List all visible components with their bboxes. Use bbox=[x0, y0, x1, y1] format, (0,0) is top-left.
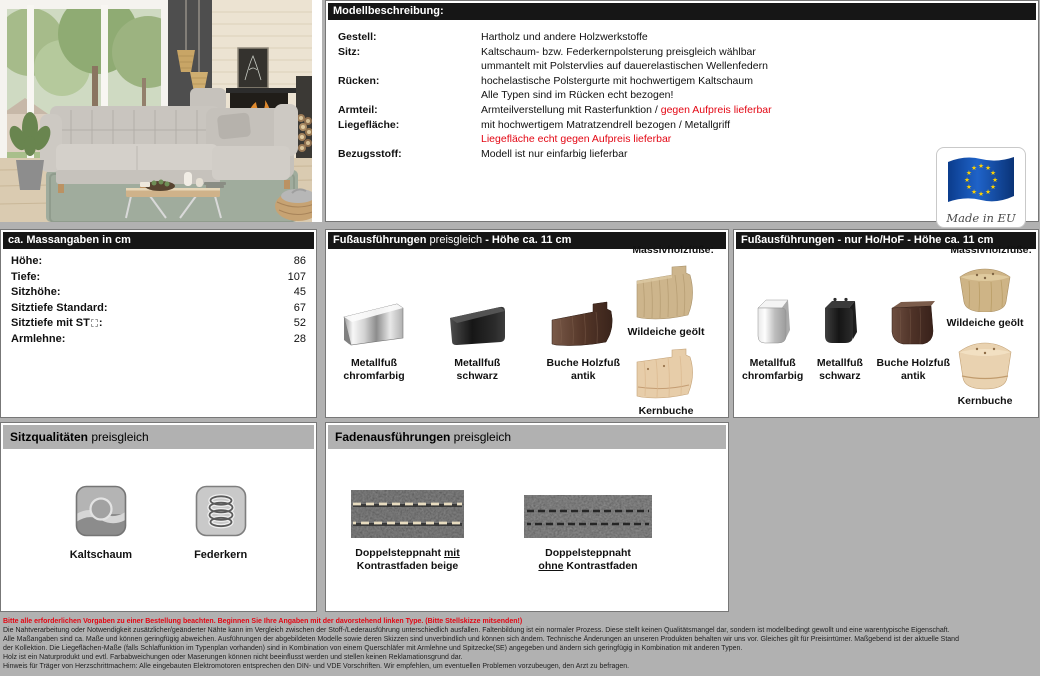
foot-label bbox=[639, 405, 694, 418]
foot-brown-wide-icon bbox=[548, 300, 618, 346]
foot-label-line: schwarz bbox=[819, 370, 861, 382]
foot-option bbox=[947, 258, 1024, 330]
dimension-value: 86 bbox=[293, 255, 306, 267]
legal-text-line: der Kollektion. Die Liegeflächen-Maße (falls Schlaffunktion im Typenplan vorhanden) sind in Kombination von einem Querschläfer mit Armlehne und Spitzecke(SE) angegeben und ändern sich geringfügig in Kombination mit anderen Typen. bbox=[3, 645, 743, 652]
foot-label-line: Buche Holzfuß bbox=[546, 357, 620, 369]
model-description-title: Modellbeschreibung: bbox=[328, 3, 1036, 20]
foot-option bbox=[628, 258, 705, 339]
seat-qualities-row bbox=[1, 485, 316, 561]
dimension-label: Höhe: bbox=[11, 255, 43, 267]
svg-text:★: ★ bbox=[990, 183, 997, 191]
missing-glyph-box bbox=[91, 319, 98, 327]
spec-label: Sitz: bbox=[338, 45, 361, 58]
dimension-row bbox=[11, 316, 306, 332]
feet-standard-metal-row bbox=[340, 300, 620, 383]
spec-line: Liegefläche echt gegen Aufpreis lieferbar bbox=[481, 133, 672, 146]
dimension-row bbox=[11, 332, 306, 348]
foot-option bbox=[340, 300, 408, 383]
thread-style-label bbox=[355, 547, 459, 573]
dimension-label: Sitzhöhe: bbox=[11, 286, 61, 299]
foot-beech-wide-icon bbox=[634, 347, 698, 400]
foot-label-line: Wildeiche geölt bbox=[946, 317, 1024, 329]
dimension-label: Sitztiefe mit ST : bbox=[11, 317, 103, 330]
foot-option bbox=[956, 332, 1014, 408]
spec-label: Liegefläche: bbox=[338, 118, 400, 131]
foot-label bbox=[742, 357, 803, 383]
foot-chrome-wide-icon bbox=[340, 300, 408, 346]
seat-quality-label: Kaltschaum bbox=[69, 549, 133, 561]
svg-text:★: ★ bbox=[965, 169, 972, 177]
dimension-label: Tiefe: bbox=[11, 270, 41, 283]
feet-hof-title: Fußausführungen - nur Ho/HoF - Höhe ca. 11 cm bbox=[736, 232, 1036, 249]
foot-black-wide-icon bbox=[445, 302, 509, 346]
thread-styles-row bbox=[326, 490, 728, 573]
fineprint bbox=[3, 617, 1037, 671]
svg-text:★: ★ bbox=[964, 176, 970, 184]
legal-text-line: Holz ist ein Naturprodukt und evtl. Farbabweichungen oder Maserungen können nicht beeinflusst werden und stellen keinen Reklamationsgrund dar. bbox=[3, 654, 463, 661]
thread-label-line: Doppelsteppnaht mit bbox=[355, 547, 460, 559]
spec-value bbox=[481, 103, 1026, 118]
foot-option bbox=[817, 296, 863, 383]
stitch-plain-icon bbox=[524, 495, 652, 538]
spec-value bbox=[481, 45, 1026, 74]
dimension-value: 28 bbox=[293, 332, 306, 345]
svg-text:★: ★ bbox=[985, 163, 991, 172]
foot-option bbox=[742, 296, 803, 383]
made-in-eu-badge bbox=[936, 147, 1026, 228]
dimension-row bbox=[11, 285, 306, 301]
eu-flag-icon bbox=[944, 153, 1018, 205]
thread-label-line: ohne Kontrastfaden bbox=[538, 560, 638, 572]
foot-beech-cube-icon bbox=[956, 338, 1014, 390]
model-description-panel bbox=[325, 0, 1039, 225]
thread-label-line: Kontrastfaden beige bbox=[356, 560, 459, 572]
foot-oak-wide-icon bbox=[634, 264, 698, 321]
foot-label-line: Wildeiche geölt bbox=[627, 326, 705, 338]
seat-quality-option bbox=[194, 485, 247, 561]
spec-label: Armteil: bbox=[338, 103, 378, 116]
foot-label bbox=[454, 357, 500, 383]
foot-option bbox=[445, 302, 509, 383]
dimension-row bbox=[11, 254, 306, 270]
legal-text-line: Hinweis für Träger von Herzschrittmachern: Alle eingebauten Elektromotoren entsprechen den DIN- und VDE Vorschriften. Wir empfehlen, um eventuellen Problemen vorzubeugen, den Arzt zu befragen. bbox=[3, 663, 630, 670]
foot-label bbox=[547, 357, 621, 383]
fineprint-lines bbox=[3, 626, 1037, 671]
spec-label: Rücken: bbox=[338, 74, 380, 87]
dimension-value: 52 bbox=[293, 317, 306, 330]
svg-text:★: ★ bbox=[965, 183, 972, 191]
spec-line: Hartholz und andere Holzwerkstoffe bbox=[481, 31, 648, 43]
model-spec-list bbox=[338, 30, 1026, 161]
seat-quality-label: Federkern bbox=[194, 549, 248, 561]
foot-black-cube-icon bbox=[819, 296, 861, 346]
foot-label bbox=[947, 317, 1024, 330]
feet-hof-wood-column bbox=[938, 244, 1032, 408]
foot-label bbox=[817, 357, 863, 383]
feet-standard-panel bbox=[325, 229, 729, 418]
foot-option bbox=[634, 341, 698, 418]
spec-line: ummantelt mit Polstervlies auf dauerelastischen Wellenfedern bbox=[481, 60, 768, 73]
spec-line: Modell ist nur einfarbig lieferbar bbox=[481, 147, 628, 160]
spec-line: Armteilverstellung mit Rasterfunktion / gegen Aufpreis lieferbar bbox=[481, 103, 772, 116]
massive-wood-feet-title: Massivholzfüße: bbox=[632, 244, 714, 256]
seat-qualities-title: Sitzqualitäten preisgleich bbox=[3, 425, 314, 449]
foot-label-line: Metallfuß bbox=[350, 357, 398, 369]
foot-label-line: chromfarbig bbox=[742, 370, 804, 382]
living-room-scene bbox=[0, 0, 312, 222]
model-spec-row bbox=[338, 103, 1026, 118]
thread-styles-panel bbox=[325, 422, 729, 612]
foot-label-line: Metallfuß bbox=[749, 357, 796, 369]
foot-label bbox=[958, 395, 1013, 408]
dimension-label: Armlehne: bbox=[11, 332, 66, 345]
foot-label-line: Buche Holzfuß bbox=[876, 357, 950, 369]
dimension-label-suffix: : bbox=[98, 317, 103, 330]
thread-label-line: Doppelsteppnaht bbox=[545, 547, 631, 559]
foot-label-line: Kernbuche bbox=[957, 395, 1013, 407]
seat-quality-option bbox=[70, 485, 132, 561]
foot-option bbox=[547, 300, 621, 383]
foot-label bbox=[628, 326, 705, 339]
spec-value bbox=[481, 118, 1026, 147]
spec-line: hochelastische Polstergurte mit hochwertigem Kaltschaum bbox=[481, 74, 753, 87]
foot-label-line: schwarz bbox=[456, 370, 498, 382]
dimension-value: 67 bbox=[293, 301, 306, 314]
made-in-eu-label: Made in EU bbox=[946, 211, 1016, 225]
thread-style-label bbox=[538, 547, 637, 573]
foot-oak-cube-icon bbox=[957, 264, 1013, 312]
kaltschaum-icon bbox=[75, 485, 127, 537]
dimension-row bbox=[11, 301, 306, 317]
spec-line: Kaltschaum- bzw. Federkernpolsterung preisgleich wählbar bbox=[481, 45, 756, 58]
dimensions-panel bbox=[0, 229, 317, 418]
thread-style-option bbox=[524, 495, 652, 573]
spec-value bbox=[481, 30, 1026, 45]
foot-label-line: Kernbuche bbox=[638, 405, 694, 417]
foot-chrome-cube-icon bbox=[752, 296, 794, 346]
model-spec-row bbox=[338, 74, 1026, 103]
model-spec-row bbox=[338, 147, 1026, 162]
foot-label-line: antik bbox=[570, 370, 596, 382]
federkern-icon bbox=[195, 485, 247, 537]
legal-text-line: Alle Maßangaben sind ca. Maße und können geringfügig abweichen. Ausführungen der abgebildeten Modelle sowie deren Skizzen sind unverbindlich und können sich ändern. Technische Änderungen an unseren Produkten behalten wir uns vor. Gleiches gilt für Preisirrtümer. Maßgebend ist der aktuelle Stand bbox=[3, 636, 959, 643]
foot-label-line: Metallfuß bbox=[454, 357, 501, 369]
dimension-row bbox=[11, 270, 306, 286]
model-spec-row bbox=[338, 30, 1026, 45]
dimension-value: 45 bbox=[293, 286, 306, 299]
foot-label-line: chromfarbig bbox=[343, 370, 405, 382]
dimension-value: 107 bbox=[287, 270, 306, 283]
dimension-label: Sitztiefe Standard: bbox=[11, 301, 108, 314]
dimensions-list bbox=[11, 254, 306, 348]
foot-label-line: antik bbox=[900, 370, 926, 382]
legal-text-line: Die Nahtverarbeitung oder Notwendigkeit zusätzlicher/geänderter Nähte kann im Vergleich zwischen der Stoff-/Lederausführung unterschiedlich ausfallen. Faltenbildung ist ein normaler Prozess. Diese stellt keinen Qualitätsmangel dar, sondern ist modellbedingt gewollt und eine warentypische Eigenschaft. bbox=[3, 627, 950, 634]
seat-qualities-panel bbox=[0, 422, 317, 612]
feet-standard-title: Fußausführungen preisgleich - Höhe ca. 11 cm bbox=[328, 232, 726, 249]
spec-label: Gestell: bbox=[338, 31, 377, 43]
feet-hof-panel bbox=[733, 229, 1039, 418]
product-photo bbox=[0, 0, 322, 222]
feet-standard-wood-column bbox=[618, 244, 714, 418]
foot-label bbox=[343, 357, 404, 383]
spec-label: Bezugsstoff: bbox=[338, 147, 402, 160]
fineprint-warning-line: Bitte alle erforderlichen Vorgaben zu einer Bestellung beachten. Beginnen Sie Ihre Angaben mit der davorstehend linken Type. (Bitte Stellskizze mitsenden!) bbox=[3, 618, 523, 625]
svg-text:★: ★ bbox=[971, 163, 977, 172]
foot-brown-cube-icon bbox=[888, 298, 938, 346]
svg-text:★: ★ bbox=[978, 162, 984, 170]
stitch-beige-icon bbox=[351, 490, 464, 538]
foot-label-line: Metallfuß bbox=[816, 357, 863, 369]
model-spec-row bbox=[338, 118, 1026, 147]
spec-line: mit hochwertigem Matratzendrell bezogen / Metallgriff bbox=[481, 118, 731, 131]
spec-line: Alle Typen sind im Rücken echt bezogen! bbox=[481, 89, 674, 102]
feet-hof-metal-row bbox=[742, 296, 950, 383]
thread-styles-title: Fadenausführungen preisgleich bbox=[328, 425, 726, 449]
svg-text:★: ★ bbox=[992, 176, 998, 184]
svg-text:★: ★ bbox=[985, 188, 991, 197]
spec-value bbox=[481, 74, 1026, 103]
dimensions-title: ca. Massangaben in cm bbox=[3, 232, 314, 249]
svg-text:★: ★ bbox=[971, 188, 977, 197]
svg-text:★: ★ bbox=[978, 190, 984, 198]
thread-style-option bbox=[351, 490, 464, 573]
svg-text:★: ★ bbox=[990, 169, 997, 177]
massive-wood-feet-title: Massivholzfüße: bbox=[950, 244, 1032, 256]
model-spec-row bbox=[338, 45, 1026, 74]
